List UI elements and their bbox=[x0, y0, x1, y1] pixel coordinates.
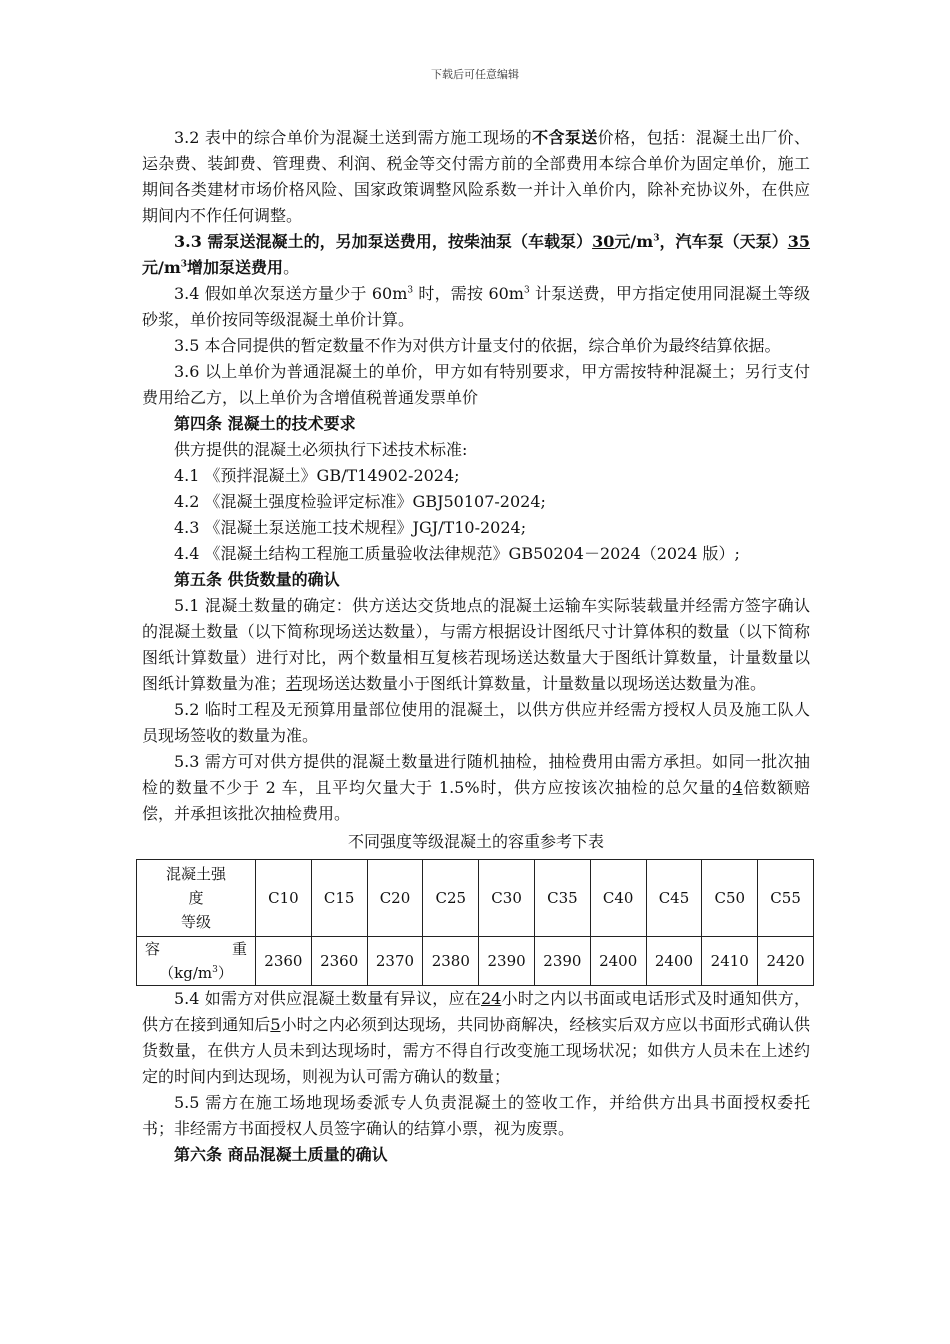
clause-5-2: 5.2 临时工程及无预算用量部位使用的混凝土，以供方供应并经需方授权人员及施工队人员现场签收的数量为准。 bbox=[142, 700, 810, 745]
density-table bbox=[136, 859, 814, 986]
clause-3-3-text-b: ，汽车泵（天泵） bbox=[659, 232, 788, 251]
clause-3-3 bbox=[142, 229, 810, 281]
pump-price-boom: 35 bbox=[787, 232, 810, 251]
clause-5-1 bbox=[142, 593, 810, 697]
clause-3-3-unit-b: 元/m bbox=[142, 258, 181, 277]
unit-superscript: 3 bbox=[180, 259, 188, 270]
standard-4-1: 4.1 《预拌混凝土》GB/T14902-2024; bbox=[174, 466, 460, 485]
clause-3-2-rest: 价格，包括：混凝土出厂价、运杂费、装卸费、管理费、利润、税金等交付需方前的全部费用本综合单价为固定单价，施工期间各类建材市场价格风险、国家政策调整风险系数一并计入单价内，除补充协议外，在供应期间内不作任何调整。 bbox=[142, 128, 810, 225]
article-4-intro: 供方提供的混凝土必须执行下述技术标准: bbox=[174, 440, 468, 459]
grade-cell: C10 bbox=[256, 860, 312, 937]
density-cell: 2410 bbox=[702, 937, 758, 986]
clause-3-3-end: 。 bbox=[283, 258, 300, 277]
pump-price-diesel: 30 bbox=[592, 232, 615, 251]
notice-hours: 24 bbox=[480, 989, 502, 1008]
clause-5-3-text-a: 5.3 需方可对供方提供的混凝土数量进行随机抽检，抽检费用由需方承担。如同一批次抽检的数量不少于 2 车，且平均欠量大于 1.5%时，供方应按该次抽检的总欠量的 bbox=[142, 752, 810, 797]
clause-5-3-text-b: 倍数额赔偿，并承担该批次抽检费用。 bbox=[142, 778, 810, 823]
grade-cell: C30 bbox=[479, 860, 535, 937]
clause-5-1-text-a: 5.1 混凝土数量的确定：供方送达交货地点的混凝土运输车实际装载量并经需方签字确认的混凝土数量（以下简称现场送达数量），与需方根据设计图纸尺寸计算体积的数量（以下简称图纸计算数量）进行对比，两个数量相互复核若现场送达数量大于图纸计算数量，计量数量以图纸计算数量为准； bbox=[142, 596, 810, 693]
compensation-multiple: 4 bbox=[732, 778, 743, 797]
grade-cell: C15 bbox=[311, 860, 367, 937]
density-unit-text: （kg/m bbox=[159, 964, 213, 982]
clause-3-2-bold: 不含泵送 bbox=[532, 128, 598, 147]
grade-header-cell bbox=[137, 860, 256, 937]
grade-row bbox=[137, 860, 814, 937]
clause-3-2-text: 3.2 表中的综合单价为混凝土送到需方施工现场的 bbox=[174, 128, 533, 147]
standard-4-3: 4.3 《混凝土泵送施工技术规程》JGJ/T10-2024; bbox=[174, 518, 527, 537]
article-5-title: 第五条 供货数量的确认 bbox=[174, 570, 340, 589]
clause-5-5: 5.5 需方在施工场地现场委派专人负责混凝土的签收工作，并给供方出具书面授权委托书；非经需方书面授权人员签字确认的结算小票，视为废票。 bbox=[142, 1093, 810, 1138]
page-header: 下载后可任意编辑 bbox=[431, 68, 519, 81]
table-caption: 不同强度等级混凝土的容重参考下表 bbox=[347, 832, 604, 851]
clause-3-4-text-a: 3.4 假如单次泵送方量少于 60m bbox=[174, 284, 408, 303]
article-6-title: 第六条 商品混凝土质量的确认 bbox=[174, 1145, 388, 1164]
density-cell: 2420 bbox=[758, 937, 814, 986]
grade-cell: C45 bbox=[646, 860, 702, 937]
arrival-hours: 5 bbox=[270, 1015, 281, 1034]
density-cell: 2400 bbox=[646, 937, 702, 986]
clause-3-4-text-b: 时，需按 60m bbox=[413, 284, 524, 303]
grade-cell: C20 bbox=[367, 860, 423, 937]
clause-3-3-unit-a: 元/m bbox=[614, 232, 654, 251]
density-cell: 2400 bbox=[590, 937, 646, 986]
density-unit-end: ） bbox=[217, 964, 233, 982]
document-body bbox=[142, 125, 810, 1168]
unit-superscript: 3 bbox=[407, 285, 414, 296]
unit-superscript: 3 bbox=[653, 233, 660, 244]
clause-5-4-text-b: 小时之内以书面或电话形式及时通知供方，供方在接到通知后 bbox=[142, 989, 810, 1034]
grade-cell: C40 bbox=[590, 860, 646, 937]
density-unit bbox=[137, 961, 255, 985]
density-cell: 2370 bbox=[367, 937, 423, 986]
density-label bbox=[137, 937, 255, 961]
clause-3-4 bbox=[142, 281, 810, 333]
grade-cell: C25 bbox=[423, 860, 479, 937]
clause-5-4-text-a: 5.4 如需方对供应混凝土数量有异议，应在 bbox=[174, 989, 481, 1008]
grade-header-line: 混凝土强 bbox=[165, 865, 226, 883]
standard-4-2: 4.2 《混凝土强度检验评定标准》GBJ50107-2024; bbox=[174, 492, 546, 511]
clause-5-1-underlined: 若 bbox=[286, 674, 303, 693]
clause-3-6: 3.6 以上单价为普通混凝土的单价，甲方如有特别要求，甲方需按特种混凝土；另行支付费用给乙方，以上单价为含增值税普通发票单价 bbox=[142, 362, 810, 407]
clause-5-1-text-b: 现场送达数量小于图纸计算数量，计量数量以现场送达数量为准。 bbox=[302, 674, 767, 693]
density-cell: 2390 bbox=[534, 937, 590, 986]
clause-3-3-text-c: 增加泵送费用 bbox=[187, 258, 284, 277]
article-4-title: 第四条 混凝土的技术要求 bbox=[174, 414, 356, 433]
density-row bbox=[137, 937, 814, 986]
clause-3-3-text-a: 3.3 需泵送混凝土的，另加泵送费用，按柴油泵（车载泵） bbox=[174, 232, 593, 251]
density-cell: 2360 bbox=[311, 937, 367, 986]
standard-4-4: 4.4 《混凝土结构工程施工质量验收法律规范》GB50204－2024（2024 版）; bbox=[174, 544, 740, 563]
density-cell: 2390 bbox=[479, 937, 535, 986]
clause-3-2 bbox=[142, 125, 810, 229]
clause-3-4-text-c: 计泵送费，甲方指定使用同混凝土等级砂浆，单价按同等级混凝土单价计算。 bbox=[142, 284, 810, 329]
clause-5-3 bbox=[142, 749, 810, 827]
unit-superscript: 3 bbox=[523, 285, 530, 296]
grade-header-line: 度 bbox=[188, 889, 204, 907]
density-label-b: 重 bbox=[231, 940, 247, 958]
density-header-cell bbox=[137, 937, 256, 986]
clause-5-4 bbox=[142, 986, 810, 1090]
unit-superscript: 3 bbox=[212, 965, 218, 975]
grade-cell: C55 bbox=[758, 860, 814, 937]
grade-cell: C50 bbox=[702, 860, 758, 937]
clause-3-5: 3.5 本合同提供的暂定数量不作为对供方计量支付的依据，综合单价为最终结算依据。 bbox=[174, 336, 781, 355]
density-cell: 2360 bbox=[256, 937, 312, 986]
density-label-a: 容 bbox=[145, 940, 161, 958]
clause-5-4-text-c: 小时之内必须到达现场，共同协商解决，经核实后双方应以书面形式确认供货数量，在供方人员未到达现场时，需方不得自行改变施工现场状况；如供方人员未在上述约定的时间内到达现场，则视为认可需方确认的数量； bbox=[142, 1015, 810, 1086]
grade-cell: C35 bbox=[534, 860, 590, 937]
grade-header-line: 等级 bbox=[180, 913, 211, 931]
density-cell: 2380 bbox=[423, 937, 479, 986]
